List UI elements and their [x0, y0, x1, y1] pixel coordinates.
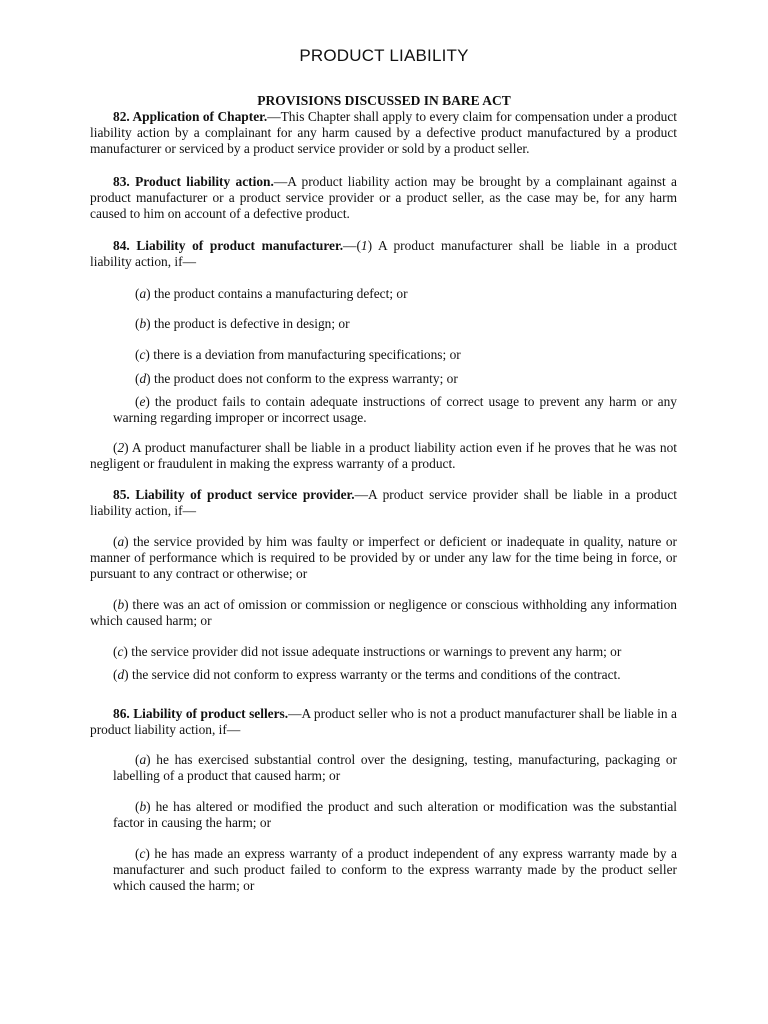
section-86-text: —A product seller who is not a product manufacturer shall be liable in a product liability action, if—	[90, 706, 677, 738]
clause-84-a: (a) the product contains a manufacturing defect; or	[135, 286, 408, 301]
section-82	[90, 109, 677, 158]
page-title: PRODUCT LIABILITY	[299, 46, 469, 65]
section-82-text: —This Chapter shall apply to every claim for compensation under a product liability action by a complainant for any harm caused by a defective product manufactured by a product manufacturer or serviced by a product service provider or sold by a product seller.	[90, 109, 678, 157]
section-heading: PROVISIONS DISCUSSED IN BARE ACT	[257, 93, 511, 108]
clause-86-c: (c) he has made an express warranty of a product independent of any express warranty made by a manufacturer and such product failed to conform to the express warranty made by the product seller which caused the harm; or	[113, 846, 677, 894]
section-82-heading: 82. Application of Chapter.	[113, 109, 268, 124]
section-84: 84. Liability of product manufacturer.—(1) A product manufacturer shall be liable in a product liability action, if—	[90, 238, 677, 270]
section-84-heading: 84. Liability of product manufacturer.	[113, 238, 344, 253]
clause-84-b: (b) the product is defective in design; or	[135, 316, 350, 331]
section-86-heading: 86. Liability of product sellers.	[113, 706, 289, 721]
clause-84-c: (c) there is a deviation from manufacturing specifications; or	[135, 347, 461, 362]
section-83-text: —A product liability action may be brought by a complainant against a product manufacturer or a product service provider or a product seller, as the case may be, for any harm caused to him on account of a defective product.	[90, 174, 677, 222]
clause-85-b: (b) there was an act of omission or commission or negligence or conscious withholding any information which caused harm; or	[90, 597, 677, 629]
clause-84-d: (d) the product does not conform to the express warranty; or	[135, 371, 458, 386]
section-85-heading: 85. Liability of product service provider.	[113, 487, 355, 502]
clause-85-c: (c) the service provider did not issue adequate instructions or warnings to prevent any harm; or	[113, 644, 622, 659]
clause-85-a: (a) the service provided by him was faulty or imperfect or deficient or inadequate in quality, nature or manner of performance which is required to be provided by or under any law for the time being in force, or pursuant to any contract or otherwise; or	[90, 534, 677, 582]
section-86	[90, 706, 677, 738]
section-85-text: —A product service provider shall be liable in a product liability action, if—	[90, 487, 677, 519]
clause-86-a: (a) he has exercised substantial control over the designing, testing, manufacturing, packaging or labelling of a product that caused harm; or	[113, 752, 677, 784]
section-83	[90, 174, 677, 223]
clause-85-d: (d) the service did not conform to express warranty or the terms and conditions of the contract.	[113, 667, 621, 682]
clause-86-b: (b) he has altered or modified the product and such alteration or modification was the substantial factor in causing the harm; or	[113, 799, 677, 831]
section-83-heading: 83. Product liability action.	[113, 174, 274, 189]
section-85	[90, 487, 677, 519]
clause-84-e: (e) the product fails to contain adequate instructions of correct usage to prevent any harm or any warning regarding improper or incorrect usage.	[113, 394, 677, 426]
section-84-subsection-2: (2) A product manufacturer shall be liable in a product liability action even if he proves that he was not negligent or fraudulent in making the express warranty of a product.	[90, 440, 677, 472]
